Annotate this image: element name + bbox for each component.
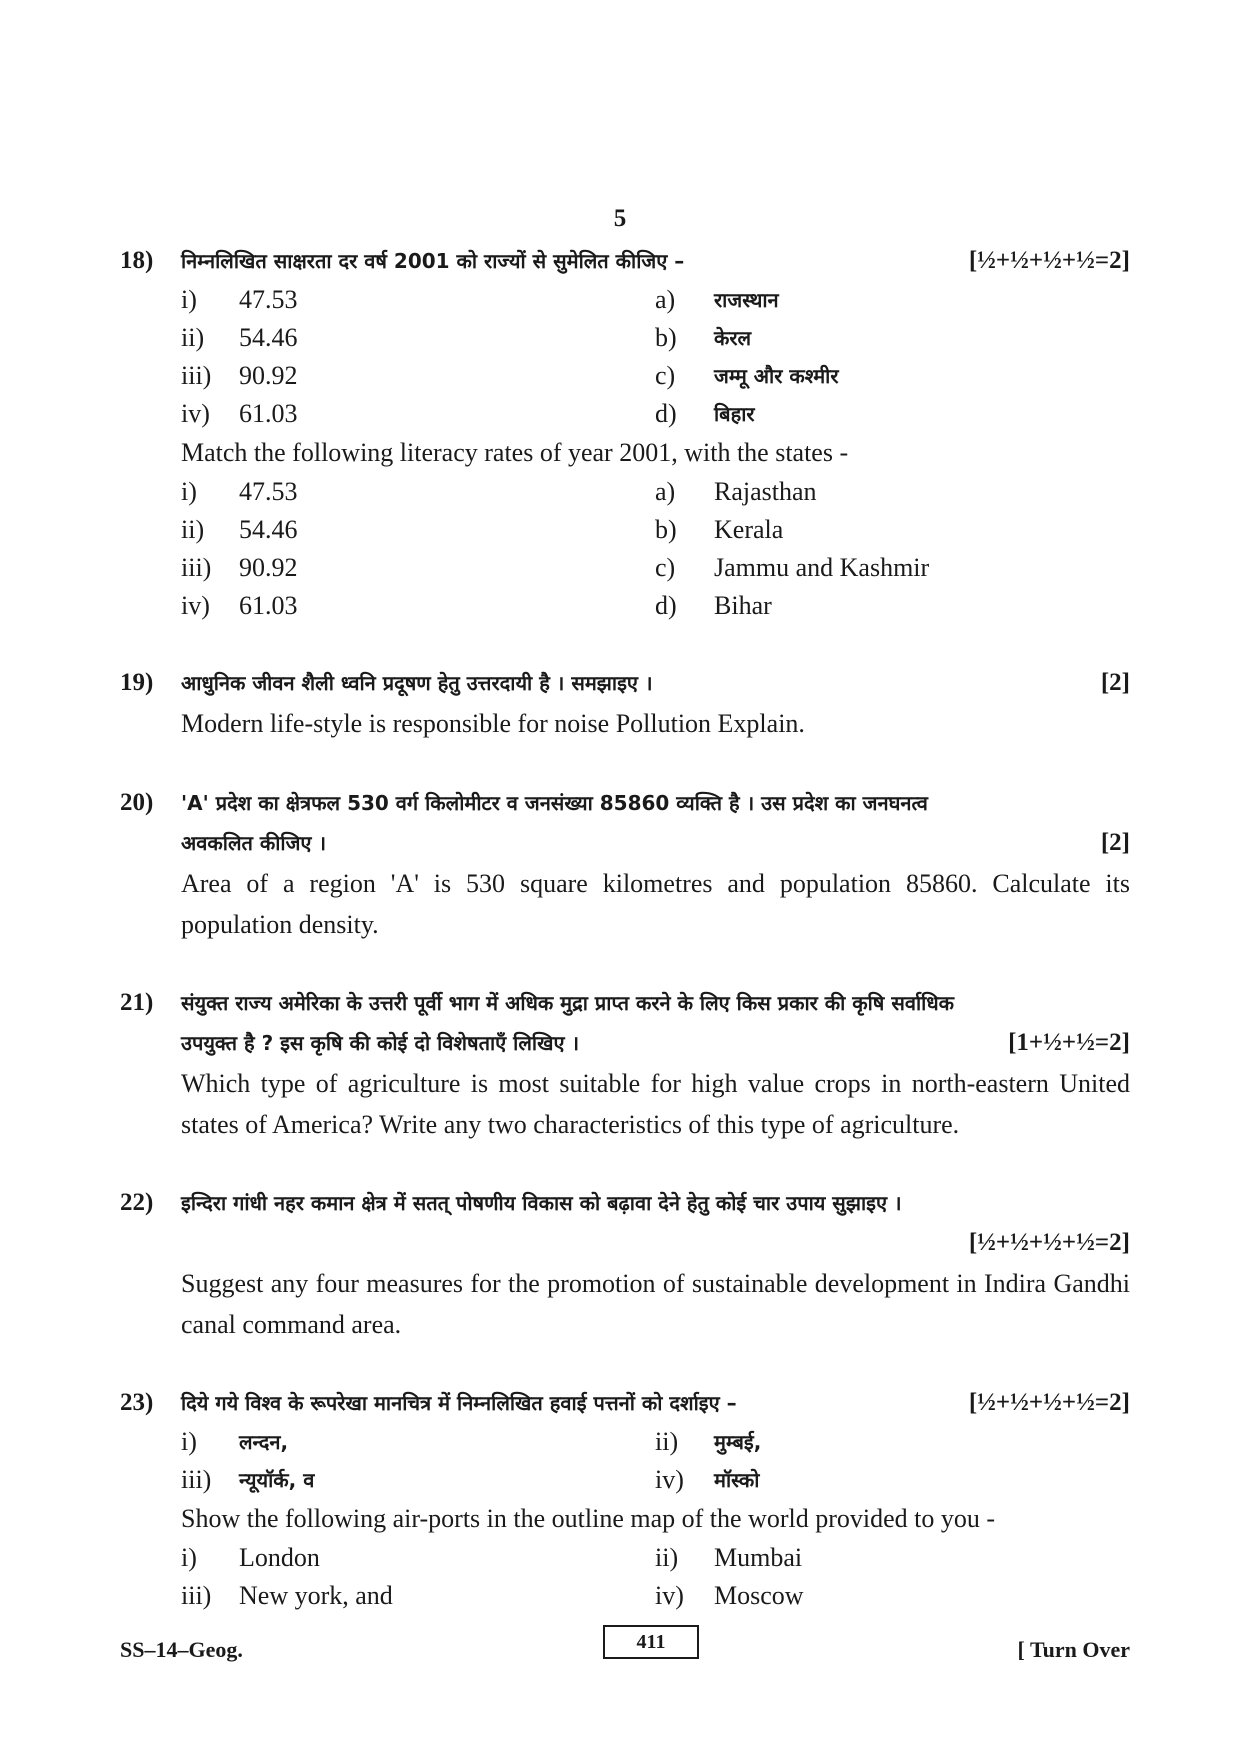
option-label: c) (655, 553, 676, 582)
option-row (181, 473, 1130, 511)
option-value: न्यूयॉर्क, व (239, 1468, 315, 1492)
question-text-hindi: इन्दिरा गांधी नहर कमान क्षेत्र में सतत् पोषणीय विकास को बढ़ावा देने हेतु कोई चार उपाय सुझाइए । (181, 1191, 902, 1215)
option-label: b) (655, 323, 677, 352)
option-label: iii) (181, 1465, 212, 1494)
option-label: ii) (181, 323, 205, 352)
question-23 (120, 1383, 1130, 1615)
question-number: 19) (120, 669, 154, 696)
option-label: iii) (181, 553, 212, 582)
option-value: 61.03 (239, 399, 298, 428)
option-label: iv) (181, 399, 210, 428)
question-text-english: Show the following air-ports in the outline map of the world provided to you - (181, 1504, 996, 1533)
option-label: i) (181, 1427, 197, 1456)
question-marks: [2] (1100, 669, 1130, 696)
question-text-hindi: 'A' प्रदेश का क्षेत्रफल 530 वर्ग किलोमीटर व जनसंख्या 85860 व्यक्ति है । उस प्रदेश का जनघनत्व (181, 791, 928, 815)
option-label: ii) (655, 1427, 679, 1456)
option-label: iv) (655, 1465, 684, 1494)
option-label: iv) (655, 1581, 684, 1610)
question-text-english: Suggest any four measures for the promotion of sustainable development in Indira Gandhi canal command area. (181, 1269, 1130, 1339)
option-value: Moscow (714, 1581, 804, 1610)
option-row (181, 549, 1130, 587)
option-label: iii) (181, 361, 212, 390)
option-label: b) (655, 515, 677, 544)
option-value: Mumbai (714, 1543, 803, 1572)
option-row (181, 1423, 1130, 1461)
option-value: मॉस्को (714, 1468, 760, 1492)
option-row (181, 1577, 1130, 1615)
option-label: i) (181, 285, 197, 314)
option-label: i) (181, 1543, 197, 1572)
question-18 (120, 241, 1130, 625)
option-value: 54.46 (239, 323, 298, 352)
question-number: 20) (120, 789, 154, 816)
turn-over-label: [ Turn Over (1017, 1637, 1130, 1662)
option-value: केरल (714, 326, 752, 350)
option-label: ii) (181, 515, 205, 544)
question-text-english: Area of a region 'A' is 530 square kilometres and population 85860. Calculate its population density. (181, 869, 1130, 939)
option-value: London (239, 1543, 320, 1572)
option-label: iii) (181, 1581, 212, 1610)
option-row (181, 1539, 1130, 1577)
question-marks: [2] (1100, 829, 1130, 856)
question-text-hindi-continued: अवकलित कीजिए । (181, 831, 327, 855)
option-row (181, 1461, 1130, 1499)
question-20 (120, 783, 1130, 945)
option-value: 47.53 (239, 285, 298, 314)
question-number: 18) (120, 247, 154, 274)
option-label: c) (655, 361, 676, 390)
option-value: Kerala (714, 515, 784, 544)
option-label: d) (655, 591, 677, 620)
options-english (181, 473, 1130, 625)
option-value: लन्दन, (239, 1430, 289, 1454)
question-marks: [½+½+½+½=2] (968, 247, 1130, 274)
option-label: d) (655, 399, 677, 428)
question-text-hindi: दिये गये विश्व के रूपरेखा मानचित्र में निम्नलिखित हवाई पत्तनों को दर्शाइए – (181, 1391, 737, 1415)
option-value: 54.46 (239, 515, 298, 544)
page-number: 5 (613, 205, 627, 232)
option-value: 90.92 (239, 361, 298, 390)
option-value: मुम्बई, (714, 1430, 762, 1454)
question-number: 23) (120, 1389, 154, 1416)
option-value: 90.92 (239, 553, 298, 582)
option-value: बिहार (714, 402, 755, 426)
options-hindi (181, 281, 1130, 433)
options-hindi (181, 1423, 1130, 1499)
option-label: a) (655, 477, 676, 506)
option-row (181, 587, 1130, 625)
question-marks: [1+½+½=2] (1008, 1029, 1130, 1056)
question-number: 22) (120, 1189, 154, 1216)
question-text-english: Which type of agriculture is most suitable for high value crops in north-eastern United states of America? Write any two characteristics of this type of agriculture. (181, 1069, 1130, 1139)
question-text-hindi: संयुक्त राज्य अमेरिका के उत्तरी पूर्वी भाग में अधिक मुद्रा प्राप्त करने के लिए किस प्रकार की कृषि सर्वाधिक (181, 991, 954, 1015)
option-row (181, 357, 1130, 395)
option-value: Jammu and Kashmir (714, 553, 930, 582)
question-text-hindi-continued: उपयुक्त है ? इस कृषि की कोई दो विशेषताएँ लिखिए । (181, 1031, 580, 1055)
option-value: 61.03 (239, 591, 298, 620)
question-text-hindi: निम्नलिखित साक्षरता दर वर्ष 2001 को राज्यों से सुमेलित कीजिए – (181, 249, 685, 273)
option-value: जम्मू और कश्मीर (714, 364, 839, 388)
question-21 (120, 983, 1130, 1145)
option-value: 47.53 (239, 477, 298, 506)
question-marks: [½+½+½+½=2] (968, 1389, 1130, 1416)
question-number: 21) (120, 989, 154, 1016)
option-label: a) (655, 285, 676, 314)
option-label: iv) (181, 591, 210, 620)
page-code-box: 411 (603, 1625, 699, 1659)
option-row (181, 281, 1130, 319)
option-row (181, 395, 1130, 433)
question-text-english: Modern life-style is responsible for noise Pollution Explain. (181, 709, 805, 738)
question-19 (120, 663, 1130, 744)
question-text-english: Match the following literacy rates of year 2001, with the states - (181, 438, 849, 467)
option-value: Rajasthan (714, 477, 817, 506)
option-label: i) (181, 477, 197, 506)
question-text-hindi: आधुनिक जीवन शैली ध्वनि प्रदूषण हेतु उत्तरदायी है । समझाइए । (181, 671, 653, 695)
option-value: New york, and (239, 1581, 393, 1610)
paper-code: SS–14–Geog. (120, 1637, 243, 1662)
options-english (181, 1539, 1130, 1615)
option-label: ii) (655, 1543, 679, 1572)
question-22 (120, 1183, 1130, 1345)
option-value: Bihar (714, 591, 772, 620)
option-value: राजस्थान (714, 288, 779, 312)
option-row (181, 319, 1130, 357)
question-marks: [½+½+½+½=2] (968, 1229, 1130, 1256)
option-row (181, 511, 1130, 549)
